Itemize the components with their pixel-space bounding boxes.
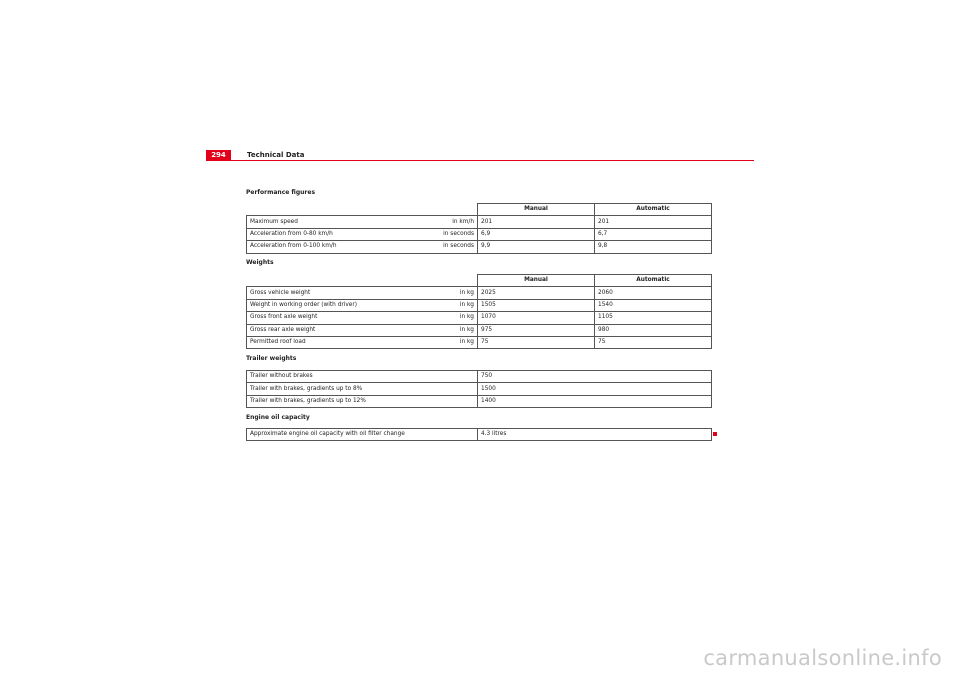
section-end-marker [713,432,717,436]
header-blank-cell [247,204,478,216]
row-label [247,324,478,336]
automatic-value: 9,8 [595,241,712,253]
row-label-text: Permitted roof load [250,339,306,346]
row-label [247,336,478,348]
table-row [247,324,712,336]
row-label [247,287,478,299]
table-row [247,216,712,228]
row-label: Trailer with brakes, gradients up to 12% [247,395,478,407]
manual-value: 75 [478,336,595,348]
table-row [247,336,712,348]
table-row [247,312,712,324]
column-header-manual: Manual [478,204,595,216]
column-header-automatic: Automatic [595,275,712,287]
table-row [247,371,712,383]
row-label [247,228,478,240]
watermark: carmanualsonline.info [703,646,942,670]
automatic-value: 6,7 [595,228,712,240]
trailer-table [246,370,712,408]
performance-title: Performance figures [246,189,316,196]
row-unit: in kg [459,289,474,296]
page-number: 294 [206,150,231,161]
row-label [247,216,478,228]
row-label-text: Acceleration from 0-100 km/h [250,243,337,250]
header-blank-cell [247,275,478,287]
manual-value: 201 [478,216,595,228]
row-value: 1500 [478,383,712,395]
automatic-value: 1105 [595,312,712,324]
row-value: 750 [478,371,712,383]
row-label: Approximate engine oil capacity with oil filter change [247,429,478,441]
automatic-value: 1540 [595,299,712,311]
table-row [247,287,712,299]
row-unit: in kg [459,314,474,321]
row-unit: in kg [459,326,474,333]
row-label-text: Gross vehicle weight [250,289,311,296]
row-value: 4.3 litres [478,429,712,441]
row-unit: in km/h [452,218,474,225]
row-label [247,299,478,311]
page-title: Technical Data [247,151,305,159]
table-header-row [247,275,712,287]
header-rule [206,160,754,161]
table-row [247,429,712,441]
table-row [247,228,712,240]
row-label [247,241,478,253]
manual-value: 1070 [478,312,595,324]
row-label: Trailer with brakes, gradients up to 8% [247,383,478,395]
automatic-value: 2060 [595,287,712,299]
weights-table [246,274,712,349]
page-header [206,150,754,162]
manual-value: 1505 [478,299,595,311]
weights-title: Weights [246,259,274,266]
table-row [247,395,712,407]
row-unit: in kg [459,339,474,346]
row-unit: in seconds [443,230,474,237]
row-label-text: Gross rear axle weight [250,326,316,333]
automatic-value: 201 [595,216,712,228]
row-label-text: Gross front axle weight [250,314,318,321]
row-label: Trailer without brakes [247,371,478,383]
table-row [247,241,712,253]
row-label-text: Weight in working order (with driver) [250,301,358,308]
automatic-value: 980 [595,324,712,336]
column-header-automatic: Automatic [595,204,712,216]
table-row [247,299,712,311]
row-unit: in kg [459,301,474,308]
row-unit: in seconds [443,243,474,250]
trailer-title: Trailer weights [246,355,297,362]
manual-value: 975 [478,324,595,336]
oil-title: Engine oil capacity [246,414,310,421]
manual-value: 6,9 [478,228,595,240]
automatic-value: 75 [595,336,712,348]
table-row [247,383,712,395]
manual-value: 9,9 [478,241,595,253]
row-label-text: Maximum speed [250,218,298,225]
row-label-text: Acceleration from 0-80 km/h [250,230,333,237]
column-header-manual: Manual [478,275,595,287]
oil-table [246,428,712,441]
table-header-row [247,204,712,216]
row-value: 1400 [478,395,712,407]
manual-value: 2025 [478,287,595,299]
performance-table [246,203,712,254]
row-label [247,312,478,324]
